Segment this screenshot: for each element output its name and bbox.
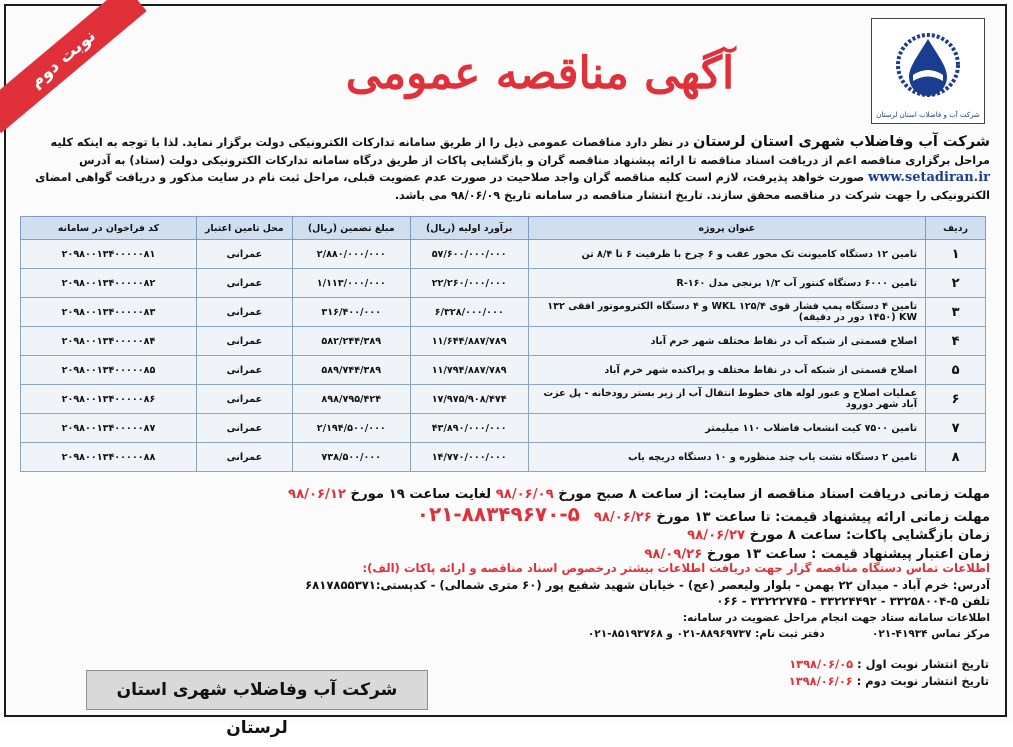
- project-title: تامین ۴ دستگاه پمپ فشار قوی ۱۲۵/۴ WKL و ۴ دستگاه الکتروموتور افقی ۱۳۲ KW (۱۴۵۰ دور در دقیقه): [528, 298, 925, 327]
- publication-first-round: [489, 656, 989, 673]
- deadline-text: ساعت ۱۳ مورخ: [702, 546, 812, 562]
- row-number: ۴: [926, 327, 986, 356]
- ribbon-corner: [10, 8, 130, 128]
- col-header-funding-source: محل تامین اعتبار: [196, 217, 292, 240]
- tender-code: ۲۰۹۸۰۰۱۳۴۰۰۰۰۰۸۲: [21, 269, 197, 298]
- deadline-text: از ساعت ۸ صبح مورخ: [553, 487, 704, 502]
- funding-source: عمرانی: [196, 298, 292, 327]
- tender-code: ۲۰۹۸۰۰۱۳۴۰۰۰۰۰۸۳: [21, 298, 197, 327]
- pub-date: ۱۳۹۸/۰۶/۰۵: [789, 657, 854, 671]
- project-title: تامین ۲ دستگاه نشت یاب چند منظوره و ۱۰ دستگاه دریچه یاب: [528, 443, 925, 472]
- logo-caption: شرکت آب و فاضلاب استان لرستان: [876, 111, 980, 119]
- water-company-logo: [871, 18, 985, 124]
- guarantee-amount: ۱/۱۱۳/۰۰۰/۰۰۰: [292, 269, 410, 298]
- deadline-date: ۹۸/۰۶/۱۲: [288, 487, 346, 502]
- project-title: عملیات اصلاح و عبور لوله های خطوط انتقال آب از زیر بستر رودخانه - پل عزت آباد شهر دورود: [528, 385, 925, 414]
- pub-label: تاریخ انتشار نوبت دوم :: [852, 674, 989, 688]
- intro-lead: شرکت آب وفاضلاب شهری استان لرستان: [693, 134, 990, 150]
- tender-code: ۲۰۹۸۰۰۱۳۴۰۰۰۰۰۸۶: [21, 385, 197, 414]
- table-row: [21, 240, 986, 269]
- deadline-text: ساعت ۸ مورخ: [745, 528, 846, 543]
- col-header-initial-estimate: برآورد اولیه (ریال): [410, 217, 528, 240]
- guarantee-amount: ۵۸۲/۲۴۴/۳۸۹: [292, 327, 410, 356]
- funding-source: عمرانی: [196, 443, 292, 472]
- col-header-tender-code: کد فراخوان در سامانه: [21, 217, 197, 240]
- funding-source: عمرانی: [196, 327, 292, 356]
- table-row: [21, 356, 986, 385]
- deadlines-section: [22, 486, 990, 564]
- page-title: آگهی مناقصه عمومی: [345, 48, 735, 99]
- funding-source: عمرانی: [196, 414, 292, 443]
- initial-estimate: ۴۳/۸۹۰/۰۰۰/۰۰۰: [410, 414, 528, 443]
- guarantee-amount: ۳۱۶/۴۰۰/۰۰۰: [292, 298, 410, 327]
- deadline-label: زمان بازگشایی پاکات:: [845, 528, 990, 543]
- initial-estimate: ۶/۳۲۸/۰۰۰/۰۰۰: [410, 298, 528, 327]
- guarantee-amount: ۲/۸۸۰/۰۰۰/۰۰۰: [292, 240, 410, 269]
- tenders-table: [20, 216, 986, 472]
- tender-code: ۲۰۹۸۰۰۱۳۴۰۰۰۰۰۸۸: [21, 443, 197, 472]
- pub-date: ۱۳۹۸/۰۶/۰۶: [788, 674, 853, 688]
- initial-estimate: ۱۱/۶۴۴/۸۸۷/۷۸۹: [410, 327, 528, 356]
- initial-estimate: ۱۱/۷۹۴/۸۸۷/۷۸۹: [410, 356, 528, 385]
- publication-dates: [489, 656, 989, 690]
- row-number: ۱: [926, 240, 986, 269]
- row-number: ۵: [926, 356, 986, 385]
- water-drop-icon: [893, 25, 963, 103]
- project-title: تامین ۱۲ دستگاه کامیونت تک محور عقب و ۶ چرخ با ظرفیت ۶ تا ۸/۴ تن: [528, 240, 925, 269]
- row-number: ۸: [926, 443, 986, 472]
- deadline-date: ۹۸/۰۶/۲۷: [687, 528, 746, 543]
- header: [10, 8, 1003, 126]
- envelope-opening-time: [22, 527, 990, 546]
- guarantee-amount: ۲/۱۹۴/۵۰۰/۰۰۰: [292, 414, 410, 443]
- deadline-text: تا ساعت ۱۳ مورخ: [651, 509, 776, 525]
- deadline-date: ۹۸/۰۶/۰۹: [495, 487, 554, 502]
- deadline-label: زمان اعتبار پیشنهاد قیمت :: [811, 546, 990, 562]
- table-row: [21, 298, 986, 327]
- setad-url-link[interactable]: www.setadiran.ir: [868, 170, 990, 185]
- tender-code: ۲۰۹۸۰۰۱۳۴۰۰۰۰۰۸۱: [21, 240, 197, 269]
- funding-source: عمرانی: [196, 269, 292, 298]
- intro-text-part2: صورت خواهد پذیرفت، لازم است کلیه مناقصه گران واجد صلاحیت در صورت عدم عضویت قبلی، مراحل ثبت نام در سایت مذکور و دریافت گواهی امضای الکترونیکی را جهت شرکت در مناقصه محقق سازند. تاریخ انتشار مناقصه در سامانه تاریخ ۹۸/۰۶/۰۹ می باشد.: [35, 171, 990, 202]
- second-round-ribbon: نوبت دوم: [0, 0, 147, 133]
- setad-contact-line: [22, 626, 990, 643]
- project-title: اصلاح قسمتی از شبکه آب در نقاط مختلف شهر خرم آباد: [528, 327, 925, 356]
- guarantee-amount: ۸۹۸/۷۹۵/۴۲۴: [292, 385, 410, 414]
- deadline-text: لغایت ساعت ۱۹ مورخ: [345, 487, 496, 502]
- funding-source: عمرانی: [196, 385, 292, 414]
- table-row: [21, 443, 986, 472]
- table-row: [21, 327, 986, 356]
- initial-estimate: ۵۷/۶۰۰/۰۰۰/۰۰۰: [410, 240, 528, 269]
- company-footer-banner: شرکت آب وفاضلاب شهری استان لرستان: [86, 670, 428, 710]
- tender-code: ۲۰۹۸۰۰۱۳۴۰۰۰۰۰۸۴: [21, 327, 197, 356]
- col-header-project-title: عنوان پروژه: [528, 217, 925, 240]
- contact-address: آدرس: خرم آباد - میدان ۲۲ بهمن - بلوار ولیعصر (عج) - خیابان شهید شفیع پور (۶۰ متری شمالی) - کدپستی:۶۸۱۷۸۵۵۳۷۱: [305, 577, 990, 592]
- row-number: ۷: [926, 414, 986, 443]
- row-number: ۶: [926, 385, 986, 414]
- project-title: تامین ۷۵۰۰ کیت انشعاب فاضلاب ۱۱۰ میلیمتر: [528, 414, 925, 443]
- col-header-row-number: ردیف: [926, 217, 986, 240]
- table-row: [21, 269, 986, 298]
- row-number: ۲: [926, 269, 986, 298]
- table-row: [21, 385, 986, 414]
- guarantee-amount: ۷۳۸/۵۰۰/۰۰۰: [292, 443, 410, 472]
- contact-phones: تلفن ۵-۳۳۲۵۸۰۰۴ - ۳۳۲۲۴۴۹۲ - ۳۳۲۲۲۷۴۵ - ۰۶۶: [716, 594, 990, 609]
- deadline-label: مهلت زمانی ارائه پیشنهاد قیمت:: [775, 509, 990, 525]
- setad-info: اطلاعات سامانه ستاد جهت انجام مراحل عضویت در سامانه:: [682, 611, 990, 624]
- guarantee-amount: ۵۸۹/۷۴۴/۳۸۹: [292, 356, 410, 385]
- initial-estimate: ۱۴/۷۷۰/۰۰۰/۰۰۰: [410, 443, 528, 472]
- setad-call-center: مرکز تماس ۴۱۹۳۴-۰۲۱: [871, 628, 990, 641]
- tender-code: ۲۰۹۸۰۰۱۳۴۰۰۰۰۰۸۵: [21, 356, 197, 385]
- initial-estimate: ۲۲/۲۶۰/۰۰۰/۰۰۰: [410, 269, 528, 298]
- tender-code: ۲۰۹۸۰۰۱۳۴۰۰۰۰۰۸۷: [21, 414, 197, 443]
- initial-estimate: ۱۷/۹۷۵/۹۰۸/۴۷۴: [410, 385, 528, 414]
- funding-source: عمرانی: [196, 240, 292, 269]
- contact-section: [22, 560, 990, 643]
- project-title: اصلاح قسمتی از شبکه آب در نقاط مختلف و پراکنده شهر خرم آباد: [528, 356, 925, 385]
- publication-second-round: [489, 673, 989, 690]
- contact-phone-large: ۰۲۱-۸۸۳۴۹۶۷۰-۵: [416, 501, 580, 526]
- deadline-label: مهلت زمانی دریافت اسناد مناقصه از سایت:: [703, 487, 990, 502]
- bid-submission-deadline: [22, 501, 990, 528]
- setad-registry-phones: دفتر ثبت نام: ۸۸۹۶۹۷۳۷-۰۲۱ و ۸۵۱۹۳۷۶۸-۰۲۱: [587, 628, 825, 641]
- contact-heading: اطلاعات تماس دستگاه مناقصه گزار جهت دریافت اطلاعات بیشتر درخصوص اسناد مناقصه و ارائه پاکات (الف):: [362, 561, 990, 575]
- intro-paragraph: [22, 134, 990, 204]
- table-row: [21, 414, 986, 443]
- col-header-guarantee-amount: مبلغ تضمین (ریال): [292, 217, 410, 240]
- project-title: تامین ۶۰۰۰ دستگاه کنتور آب ۱/۲ برنجی مدل ۱۶۰-R: [528, 269, 925, 298]
- table-header-row: [21, 217, 986, 240]
- row-number: ۳: [926, 298, 986, 327]
- pub-label: تاریخ انتشار نوبت اول :: [853, 657, 989, 671]
- funding-source: عمرانی: [196, 356, 292, 385]
- deadline-date: ۹۸/۰۹/۲۶: [644, 546, 703, 562]
- intro-text-part1: در نظر دارد مناقصات عمومی ذیل را از طریق سامانه تدارکات الکترونیکی دولت برگزار نماید. لذا با توجه به اینکه کلیه مراحل برگزاری مناقصه اعم از دریافت اسناد مناقصه تا ارائه پیشنهاد مناقصه گران و بازگشایی پاکات از طریق درگاه سامانه تدارکات الکترونیکی دولت (ستاد) به آدرس: [50, 136, 990, 167]
- deadline-date: ۹۸/۰۶/۲۶: [593, 509, 652, 525]
